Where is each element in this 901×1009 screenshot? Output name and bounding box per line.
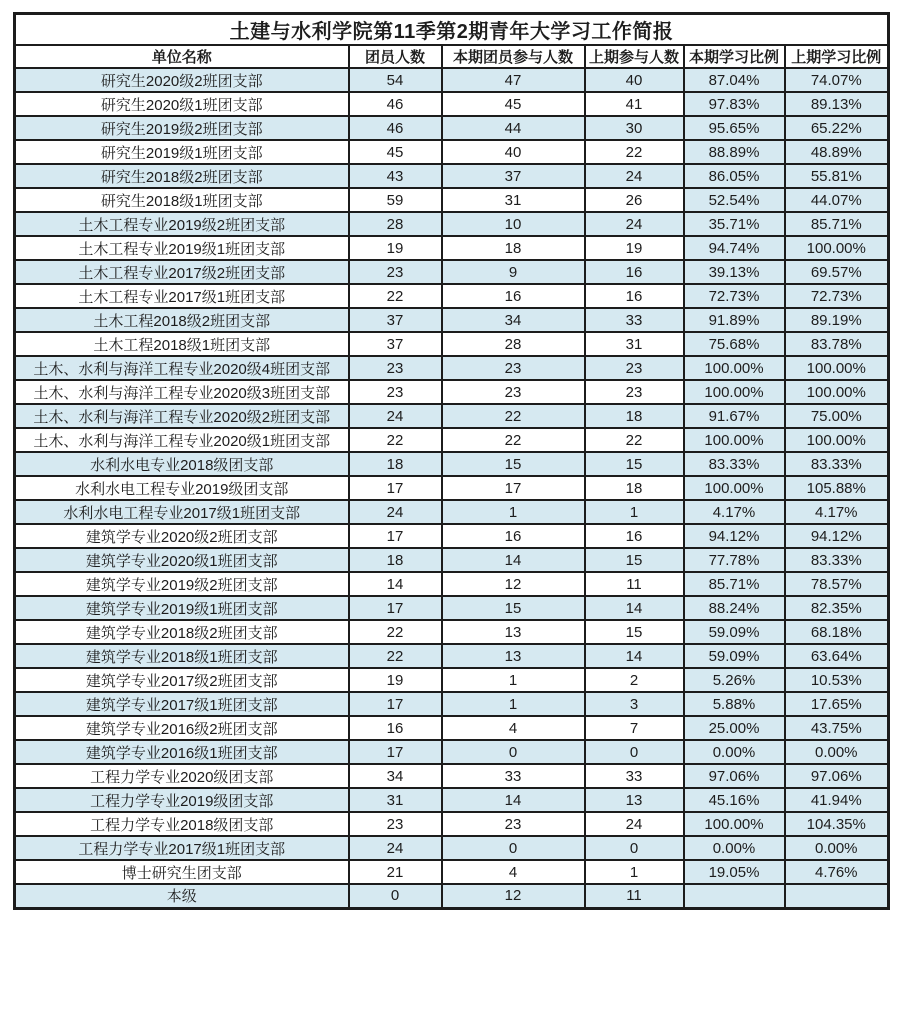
cell-unit-name: 建筑学专业2020级1班团支部 [15, 548, 349, 572]
cell-current-rate: 97.06% [684, 764, 785, 788]
table-row [15, 116, 889, 140]
cell-member-count: 22 [349, 428, 442, 452]
cell-current-participants: 47 [442, 68, 585, 92]
table-row [15, 212, 889, 236]
cell-previous-participants: 14 [585, 644, 684, 668]
cell-current-rate: 97.83% [684, 92, 785, 116]
cell-previous-participants: 23 [585, 380, 684, 404]
table-body [15, 68, 889, 908]
cell-previous-participants: 18 [585, 404, 684, 428]
cell-unit-name: 工程力学专业2020级团支部 [15, 764, 349, 788]
cell-previous-rate: 17.65% [785, 692, 889, 716]
cell-current-participants: 18 [442, 236, 585, 260]
cell-unit-name: 建筑学专业2019级1班团支部 [15, 596, 349, 620]
cell-unit-name: 建筑学专业2018级1班团支部 [15, 644, 349, 668]
cell-unit-name: 土木工程专业2017级2班团支部 [15, 260, 349, 284]
cell-current-participants: 23 [442, 812, 585, 836]
cell-current-participants: 4 [442, 716, 585, 740]
cell-previous-rate: 10.53% [785, 668, 889, 692]
cell-member-count: 54 [349, 68, 442, 92]
column-header-previous-participants: 上期参与人数 [585, 45, 684, 68]
cell-previous-rate: 82.35% [785, 596, 889, 620]
table-row [15, 620, 889, 644]
cell-previous-participants: 24 [585, 212, 684, 236]
cell-previous-participants: 3 [585, 692, 684, 716]
cell-current-rate: 83.33% [684, 452, 785, 476]
table-row [15, 644, 889, 668]
cell-previous-rate: 48.89% [785, 140, 889, 164]
cell-member-count: 23 [349, 812, 442, 836]
cell-member-count: 21 [349, 860, 442, 884]
cell-previous-rate: 41.94% [785, 788, 889, 812]
table-row [15, 356, 889, 380]
cell-unit-name: 工程力学专业2017级1班团支部 [15, 836, 349, 860]
cell-current-rate: 52.54% [684, 188, 785, 212]
table-row [15, 524, 889, 548]
cell-current-rate: 100.00% [684, 812, 785, 836]
cell-previous-participants: 24 [585, 812, 684, 836]
cell-unit-name: 土木工程专业2019级2班团支部 [15, 212, 349, 236]
cell-previous-rate: 100.00% [785, 356, 889, 380]
cell-current-rate: 5.26% [684, 668, 785, 692]
cell-current-participants: 22 [442, 428, 585, 452]
cell-previous-participants: 1 [585, 860, 684, 884]
cell-unit-name: 建筑学专业2016级2班团支部 [15, 716, 349, 740]
table-row [15, 860, 889, 884]
cell-previous-rate: 100.00% [785, 236, 889, 260]
cell-member-count: 59 [349, 188, 442, 212]
cell-current-participants: 22 [442, 404, 585, 428]
table-row [15, 428, 889, 452]
cell-previous-rate: 75.00% [785, 404, 889, 428]
cell-previous-rate: 100.00% [785, 428, 889, 452]
cell-current-rate: 94.74% [684, 236, 785, 260]
cell-member-count: 46 [349, 116, 442, 140]
cell-current-rate: 77.78% [684, 548, 785, 572]
cell-current-participants: 1 [442, 692, 585, 716]
cell-current-rate: 25.00% [684, 716, 785, 740]
cell-previous-rate: 97.06% [785, 764, 889, 788]
table-row [15, 812, 889, 836]
cell-previous-participants: 24 [585, 164, 684, 188]
cell-previous-participants: 11 [585, 884, 684, 908]
cell-current-participants: 13 [442, 644, 585, 668]
table-row [15, 236, 889, 260]
cell-current-rate: 94.12% [684, 524, 785, 548]
cell-current-rate: 75.68% [684, 332, 785, 356]
cell-previous-rate: 78.57% [785, 572, 889, 596]
cell-member-count: 17 [349, 692, 442, 716]
cell-current-rate: 95.65% [684, 116, 785, 140]
cell-unit-name: 水利水电工程专业2017级1班团支部 [15, 500, 349, 524]
cell-unit-name: 建筑学专业2017级1班团支部 [15, 692, 349, 716]
cell-member-count: 22 [349, 620, 442, 644]
cell-current-participants: 33 [442, 764, 585, 788]
table-row [15, 572, 889, 596]
cell-unit-name: 工程力学专业2019级团支部 [15, 788, 349, 812]
cell-previous-participants: 30 [585, 116, 684, 140]
cell-current-rate: 19.05% [684, 860, 785, 884]
cell-current-rate: 72.73% [684, 284, 785, 308]
cell-current-rate: 100.00% [684, 356, 785, 380]
cell-unit-name: 水利水电工程专业2019级团支部 [15, 476, 349, 500]
cell-current-participants: 28 [442, 332, 585, 356]
cell-current-rate: 59.09% [684, 644, 785, 668]
cell-previous-rate: 100.00% [785, 380, 889, 404]
cell-current-rate: 91.67% [684, 404, 785, 428]
column-header-previous-rate: 上期学习比例 [785, 45, 889, 68]
cell-previous-rate: 83.33% [785, 452, 889, 476]
cell-current-rate: 100.00% [684, 476, 785, 500]
cell-current-participants: 16 [442, 284, 585, 308]
cell-member-count: 23 [349, 380, 442, 404]
cell-member-count: 22 [349, 644, 442, 668]
cell-current-participants: 1 [442, 668, 585, 692]
cell-current-rate: 88.24% [684, 596, 785, 620]
cell-member-count: 28 [349, 212, 442, 236]
header-row [15, 45, 889, 68]
cell-unit-name: 土木、水利与海洋工程专业2020级2班团支部 [15, 404, 349, 428]
cell-member-count: 37 [349, 308, 442, 332]
cell-member-count: 46 [349, 92, 442, 116]
cell-previous-participants: 15 [585, 620, 684, 644]
cell-unit-name: 土木工程2018级2班团支部 [15, 308, 349, 332]
cell-current-rate: 100.00% [684, 380, 785, 404]
cell-member-count: 24 [349, 836, 442, 860]
cell-unit-name: 土木工程专业2019级1班团支部 [15, 236, 349, 260]
cell-current-rate: 87.04% [684, 68, 785, 92]
report-title: 土建与水利学院第11季第2期青年大学习工作简报 [15, 14, 889, 46]
cell-unit-name: 建筑学专业2016级1班团支部 [15, 740, 349, 764]
cell-current-participants: 9 [442, 260, 585, 284]
cell-member-count: 17 [349, 476, 442, 500]
cell-previous-rate: 85.71% [785, 212, 889, 236]
cell-unit-name: 研究生2019级1班团支部 [15, 140, 349, 164]
cell-unit-name: 研究生2019级2班团支部 [15, 116, 349, 140]
column-header-current-participants: 本期团员参与人数 [442, 45, 585, 68]
table-row [15, 692, 889, 716]
table-row [15, 380, 889, 404]
cell-previous-participants: 22 [585, 428, 684, 452]
cell-previous-rate: 83.78% [785, 332, 889, 356]
cell-unit-name: 研究生2018级1班团支部 [15, 188, 349, 212]
cell-current-participants: 34 [442, 308, 585, 332]
cell-previous-participants: 14 [585, 596, 684, 620]
cell-member-count: 19 [349, 668, 442, 692]
cell-unit-name: 本级 [15, 884, 349, 908]
cell-current-participants: 12 [442, 884, 585, 908]
cell-current-participants: 0 [442, 740, 585, 764]
cell-current-participants: 4 [442, 860, 585, 884]
cell-previous-rate: 104.35% [785, 812, 889, 836]
cell-unit-name: 研究生2020级2班团支部 [15, 68, 349, 92]
cell-current-participants: 14 [442, 788, 585, 812]
cell-previous-participants: 31 [585, 332, 684, 356]
table-row [15, 476, 889, 500]
cell-member-count: 16 [349, 716, 442, 740]
cell-previous-participants: 2 [585, 668, 684, 692]
cell-previous-rate: 89.13% [785, 92, 889, 116]
table-row [15, 332, 889, 356]
cell-current-participants: 15 [442, 452, 585, 476]
cell-unit-name: 建筑学专业2019级2班团支部 [15, 572, 349, 596]
table-row [15, 188, 889, 212]
cell-previous-participants: 23 [585, 356, 684, 380]
cell-unit-name: 建筑学专业2018级2班团支部 [15, 620, 349, 644]
table-row [15, 404, 889, 428]
cell-previous-rate: 0.00% [785, 740, 889, 764]
cell-member-count: 0 [349, 884, 442, 908]
cell-previous-participants: 16 [585, 260, 684, 284]
cell-previous-participants: 16 [585, 524, 684, 548]
cell-member-count: 17 [349, 524, 442, 548]
cell-current-rate: 86.05% [684, 164, 785, 188]
table-row [15, 452, 889, 476]
cell-current-rate: 0.00% [684, 836, 785, 860]
cell-current-participants: 13 [442, 620, 585, 644]
cell-previous-participants: 0 [585, 836, 684, 860]
cell-previous-participants: 41 [585, 92, 684, 116]
cell-unit-name: 研究生2018级2班团支部 [15, 164, 349, 188]
cell-current-rate: 0.00% [684, 740, 785, 764]
cell-current-participants: 16 [442, 524, 585, 548]
cell-previous-rate: 89.19% [785, 308, 889, 332]
cell-previous-rate: 4.76% [785, 860, 889, 884]
table-row [15, 548, 889, 572]
cell-member-count: 34 [349, 764, 442, 788]
cell-previous-rate: 94.12% [785, 524, 889, 548]
cell-unit-name: 土木、水利与海洋工程专业2020级4班团支部 [15, 356, 349, 380]
cell-previous-participants: 22 [585, 140, 684, 164]
cell-current-rate: 5.88% [684, 692, 785, 716]
table-row [15, 308, 889, 332]
cell-current-participants: 44 [442, 116, 585, 140]
cell-unit-name: 博士研究生团支部 [15, 860, 349, 884]
cell-unit-name: 土木工程专业2017级1班团支部 [15, 284, 349, 308]
cell-current-rate: 85.71% [684, 572, 785, 596]
column-header-member-count: 团员人数 [349, 45, 442, 68]
cell-previous-participants: 13 [585, 788, 684, 812]
column-header-current-rate: 本期学习比例 [684, 45, 785, 68]
cell-current-rate: 45.16% [684, 788, 785, 812]
cell-current-rate: 35.71% [684, 212, 785, 236]
cell-member-count: 17 [349, 740, 442, 764]
table-row [15, 740, 889, 764]
cell-current-participants: 31 [442, 188, 585, 212]
cell-previous-rate: 55.81% [785, 164, 889, 188]
table-row [15, 68, 889, 92]
cell-current-rate [684, 884, 785, 908]
cell-member-count: 22 [349, 284, 442, 308]
cell-current-participants: 17 [442, 476, 585, 500]
cell-member-count: 43 [349, 164, 442, 188]
cell-previous-participants: 7 [585, 716, 684, 740]
cell-unit-name: 土木工程2018级1班团支部 [15, 332, 349, 356]
table-row [15, 500, 889, 524]
cell-current-participants: 23 [442, 356, 585, 380]
cell-member-count: 23 [349, 260, 442, 284]
cell-previous-rate: 4.17% [785, 500, 889, 524]
cell-previous-participants: 19 [585, 236, 684, 260]
table-row [15, 716, 889, 740]
cell-current-participants: 0 [442, 836, 585, 860]
cell-current-participants: 1 [442, 500, 585, 524]
cell-unit-name: 土木、水利与海洋工程专业2020级3班团支部 [15, 380, 349, 404]
cell-unit-name: 建筑学专业2017级2班团支部 [15, 668, 349, 692]
cell-previous-rate: 72.73% [785, 284, 889, 308]
cell-current-rate: 59.09% [684, 620, 785, 644]
cell-previous-rate [785, 884, 889, 908]
cell-current-participants: 15 [442, 596, 585, 620]
cell-member-count: 18 [349, 452, 442, 476]
cell-member-count: 31 [349, 788, 442, 812]
report-table [13, 12, 890, 910]
cell-previous-participants: 33 [585, 764, 684, 788]
cell-current-rate: 88.89% [684, 140, 785, 164]
cell-previous-rate: 105.88% [785, 476, 889, 500]
title-row [15, 14, 889, 46]
cell-unit-name: 土木、水利与海洋工程专业2020级1班团支部 [15, 428, 349, 452]
table-row [15, 884, 889, 908]
cell-unit-name: 建筑学专业2020级2班团支部 [15, 524, 349, 548]
cell-member-count: 23 [349, 356, 442, 380]
cell-previous-rate: 0.00% [785, 836, 889, 860]
table-row [15, 140, 889, 164]
table-row [15, 764, 889, 788]
cell-previous-rate: 44.07% [785, 188, 889, 212]
cell-current-participants: 37 [442, 164, 585, 188]
cell-previous-participants: 26 [585, 188, 684, 212]
cell-current-rate: 100.00% [684, 428, 785, 452]
cell-unit-name: 研究生2020级1班团支部 [15, 92, 349, 116]
cell-current-participants: 10 [442, 212, 585, 236]
cell-previous-participants: 18 [585, 476, 684, 500]
cell-previous-participants: 40 [585, 68, 684, 92]
cell-previous-rate: 43.75% [785, 716, 889, 740]
cell-member-count: 17 [349, 596, 442, 620]
cell-current-participants: 12 [442, 572, 585, 596]
cell-previous-participants: 15 [585, 548, 684, 572]
cell-member-count: 19 [349, 236, 442, 260]
cell-previous-rate: 65.22% [785, 116, 889, 140]
cell-current-rate: 4.17% [684, 500, 785, 524]
cell-previous-participants: 1 [585, 500, 684, 524]
cell-unit-name: 水利水电专业2018级团支部 [15, 452, 349, 476]
cell-member-count: 24 [349, 404, 442, 428]
cell-previous-participants: 11 [585, 572, 684, 596]
cell-current-participants: 40 [442, 140, 585, 164]
cell-current-rate: 91.89% [684, 308, 785, 332]
table-row [15, 596, 889, 620]
cell-member-count: 37 [349, 332, 442, 356]
column-header-unit-name: 单位名称 [15, 45, 349, 68]
cell-current-rate: 39.13% [684, 260, 785, 284]
table-row [15, 164, 889, 188]
table-row [15, 260, 889, 284]
table-row [15, 284, 889, 308]
cell-previous-participants: 15 [585, 452, 684, 476]
cell-previous-participants: 16 [585, 284, 684, 308]
cell-unit-name: 工程力学专业2018级团支部 [15, 812, 349, 836]
table-row [15, 668, 889, 692]
cell-previous-participants: 0 [585, 740, 684, 764]
cell-previous-participants: 33 [585, 308, 684, 332]
table-row [15, 836, 889, 860]
table-row [15, 788, 889, 812]
cell-member-count: 18 [349, 548, 442, 572]
cell-member-count: 45 [349, 140, 442, 164]
cell-current-participants: 45 [442, 92, 585, 116]
cell-member-count: 24 [349, 500, 442, 524]
cell-previous-rate: 63.64% [785, 644, 889, 668]
table-row [15, 92, 889, 116]
cell-member-count: 14 [349, 572, 442, 596]
cell-previous-rate: 74.07% [785, 68, 889, 92]
cell-previous-rate: 68.18% [785, 620, 889, 644]
cell-current-participants: 14 [442, 548, 585, 572]
cell-previous-rate: 83.33% [785, 548, 889, 572]
cell-current-participants: 23 [442, 380, 585, 404]
cell-previous-rate: 69.57% [785, 260, 889, 284]
